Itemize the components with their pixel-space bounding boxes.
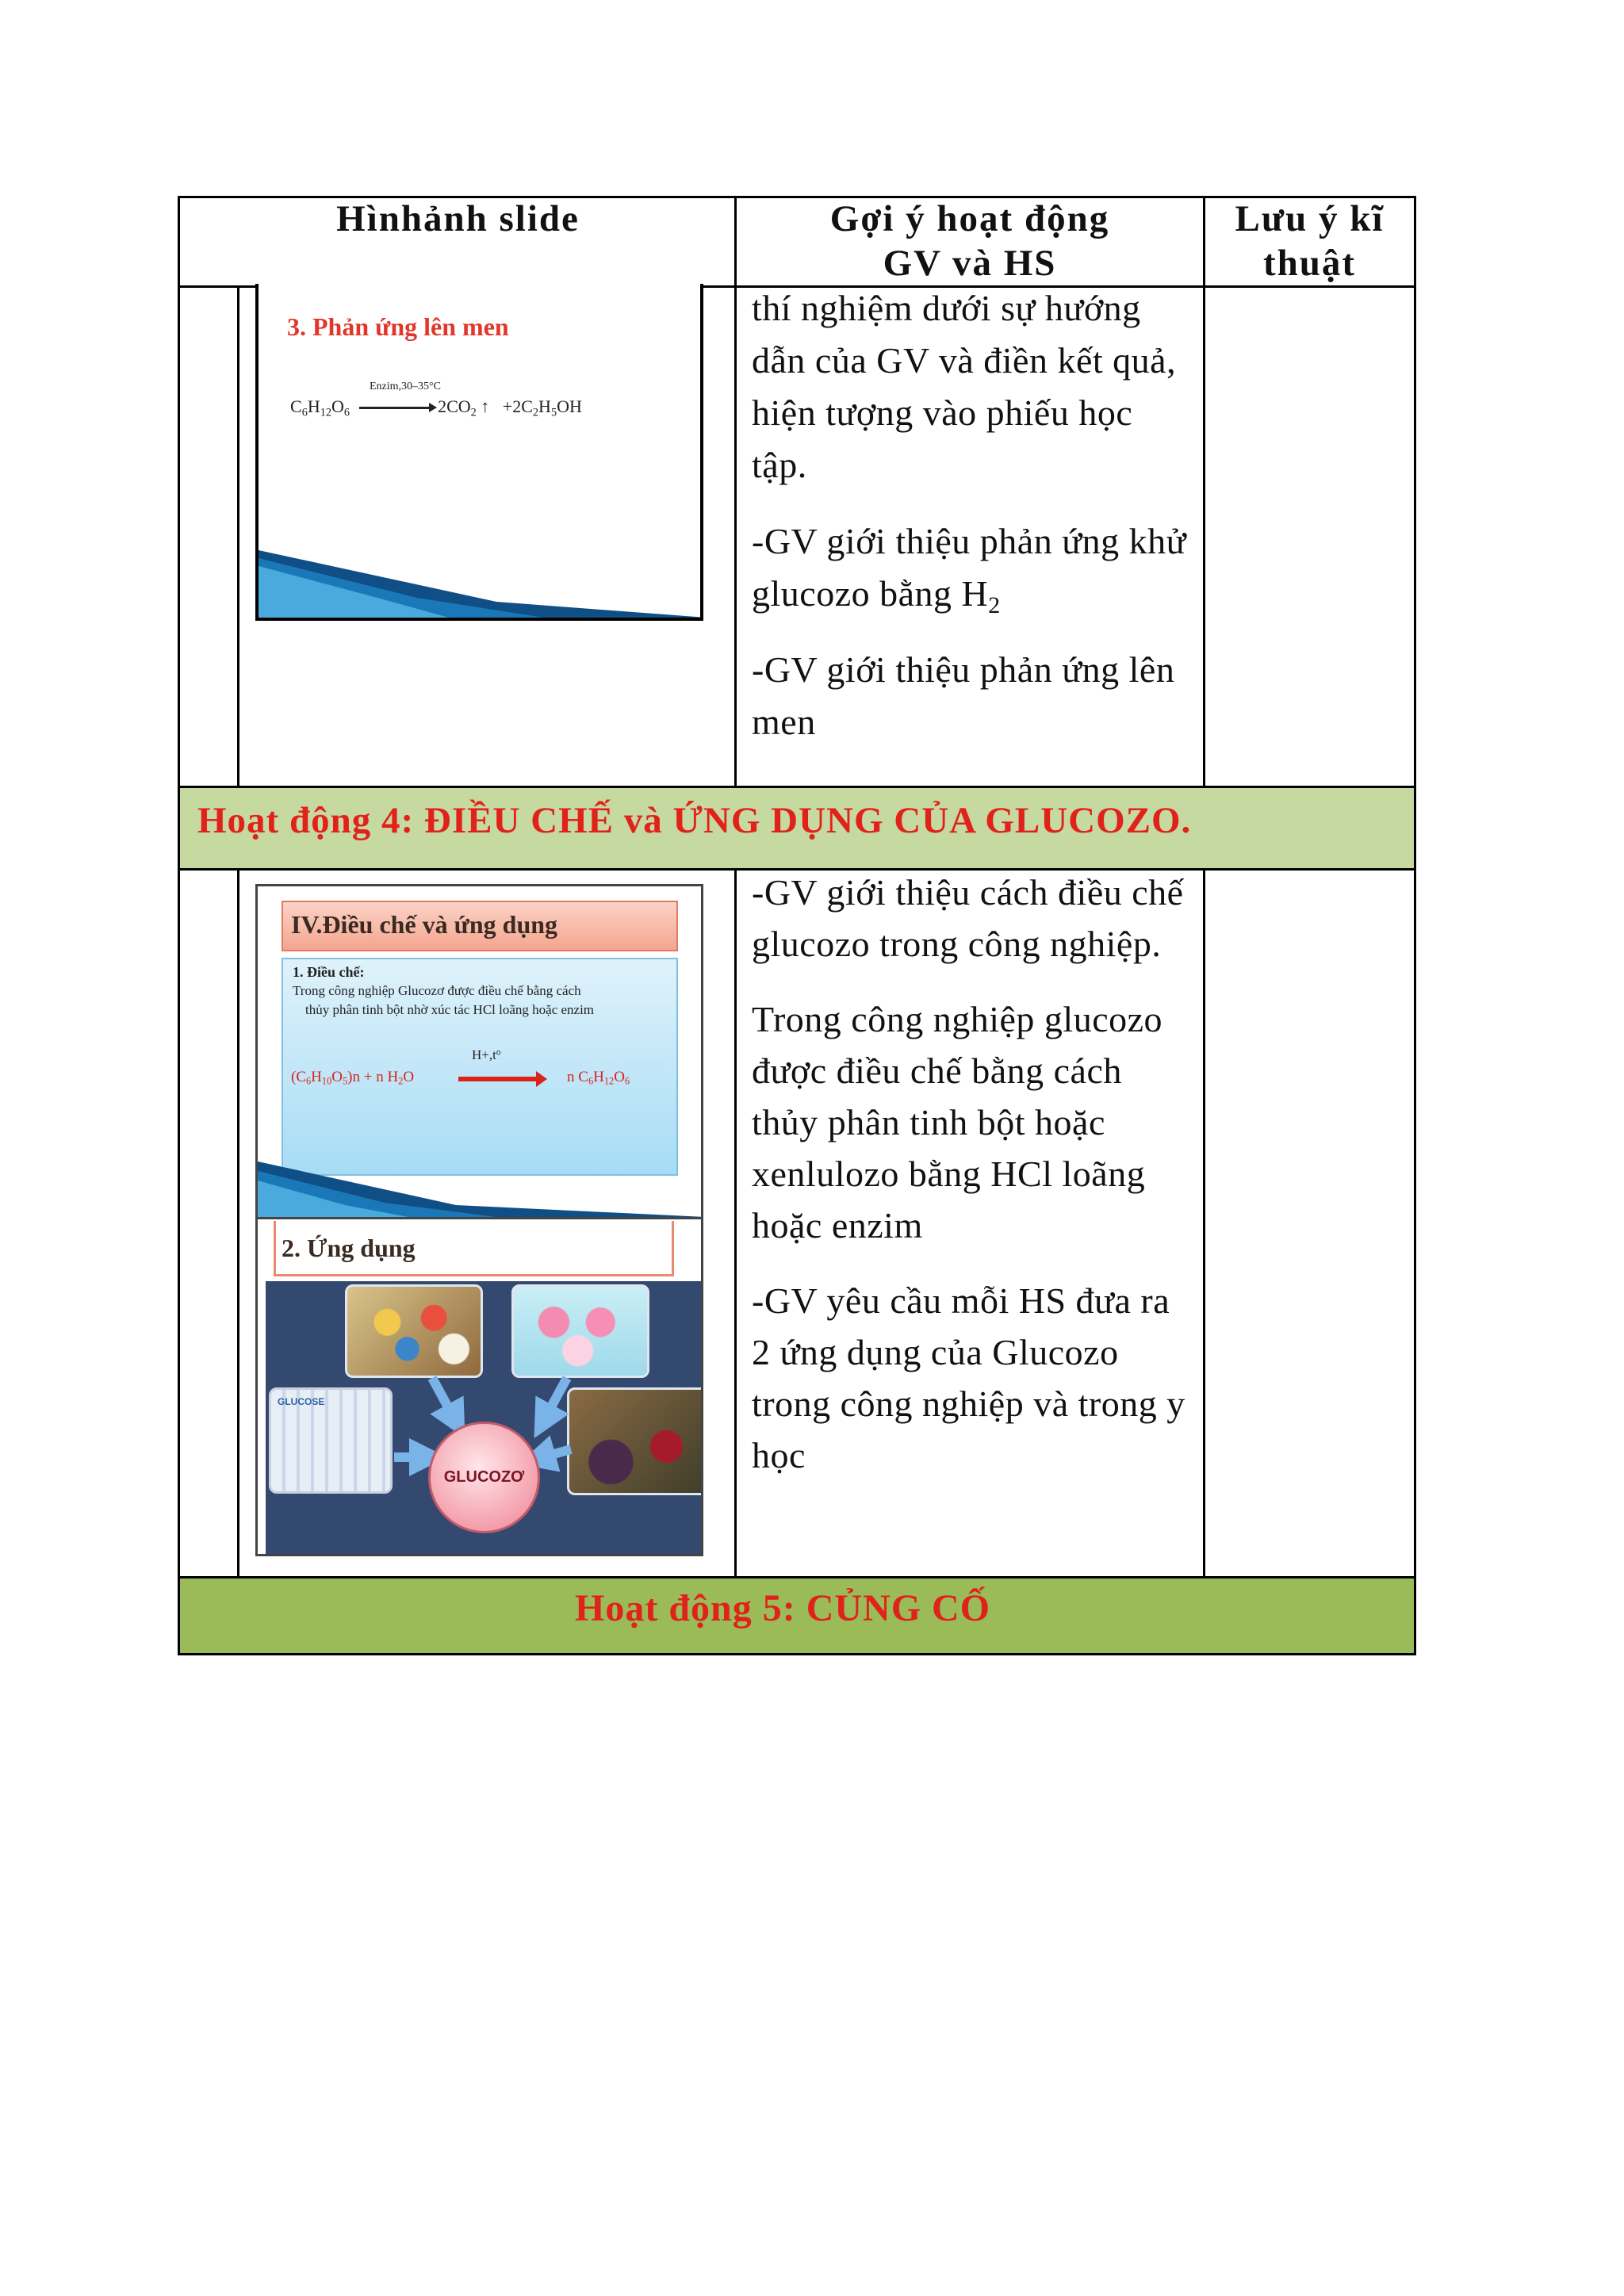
row2-right-border — [1414, 868, 1416, 1578]
header-notes-line1: Lưu ý kĩ — [1235, 198, 1385, 239]
row2-inner-left — [237, 868, 239, 1578]
prep-arrow-icon — [458, 1077, 538, 1081]
slide-fermentation — [255, 284, 703, 621]
prep-equation-left: $(C_6H_{10}O_5)n + n$ $H_2O$ — [291, 1069, 415, 1087]
row2-paragraph-1: -GV giới thiệu cách điều chế glucozo trong công nghiệp. — [752, 872, 1184, 964]
row1-paragraph-2: -GV giới thiệu phản ứng khử glucozo bằng $H_2$ — [752, 521, 1187, 618]
slide-fermentation-title: 3. Phản ứng lên men — [287, 312, 509, 341]
prep-equation-right: n $C_6H_{12}O_6$ — [567, 1069, 630, 1087]
header-technique-notes — [1205, 197, 1414, 285]
row2-paragraph-2: Trong công nghiệp glucozo được điều chế bằng cách thủy phân tinh bột hoặc xenlulozo bằng HCl loãng hoặc enzim — [752, 999, 1163, 1246]
slide-applications — [255, 1219, 703, 1556]
glucose-center-node — [428, 1422, 540, 1533]
header-notes-line2: thuật — [1262, 243, 1357, 284]
activity-5-band — [178, 1578, 1416, 1655]
fermentation-equation — [290, 396, 582, 417]
prep-line-2: thủy phân tinh bột nhờ xúc tác HCl loãng hoặc enzim — [305, 1002, 595, 1017]
header-activity-hints — [737, 197, 1203, 285]
row2-activity-text — [752, 867, 1196, 1505]
reaction-arrow-icon — [359, 407, 432, 409]
product-co2: $2CO_2$ ↑ — [438, 396, 490, 419]
slide-preparation — [255, 884, 703, 1219]
fermentation-condition: Enzim,30–35°C — [370, 381, 441, 392]
row1-paragraph-1: thí nghiệm dưới sự hướng dẫn của GV và điền kết quả, hiện tượng vào phiếu học tập. — [752, 288, 1177, 485]
row2-col-divider-1 — [734, 868, 737, 1578]
row1-activity-text — [752, 282, 1196, 772]
activity-4-band — [178, 788, 1416, 868]
slide-prep-title: IV.Điều chế và ứng dụng — [291, 910, 558, 939]
activity-5-title: Hoạt động 5: CỦNG CỐ — [575, 1587, 991, 1629]
row1-inner-left — [237, 285, 239, 787]
slide-app-title: 2. Ứng dụng — [282, 1234, 416, 1262]
slide-corner-decoration — [258, 1161, 703, 1217]
glucose-center-label: GLUCOZƠ — [443, 1468, 525, 1486]
prep-condition: $H+,t^o$ — [472, 1047, 501, 1062]
prep-subhead: 1. Điều chế: — [293, 964, 365, 980]
table-right-border — [1414, 196, 1416, 787]
row2-col-divider-2 — [1203, 868, 1205, 1578]
glucose-box-label: GLUCOSE — [278, 1396, 325, 1407]
prep-line-1: Trong công nghiệp Glucozơ được điều chế bằng cách — [293, 983, 581, 998]
reactant-glucose: $C_6H_{12}O_6$ — [290, 396, 350, 419]
row2-left-border — [178, 868, 180, 1578]
header-activity-line1: Gợi ý hoạt động — [829, 198, 1110, 239]
table-left-border — [178, 196, 180, 787]
row2-paragraph-3: -GV yêu cầu mỗi HS đưa ra 2 ứng dụng của Glucozo trong công nghiệp và trong y học — [752, 1280, 1185, 1475]
slide-corner-decoration — [259, 550, 703, 618]
header-slide-image: Hìnhảnh slide — [336, 198, 580, 239]
row1-paragraph-3: -GV giới thiệu phản ứng lên men — [752, 649, 1175, 742]
product-ethanol: $+2C_2H_5OH$ — [502, 396, 582, 419]
activity-4-title: Hoạt động 4: ĐIỀU CHẾ và ỨNG DỤNG CỦA GLUCOZO. — [197, 800, 1192, 841]
header-activity-line2: GV và HS — [883, 243, 1057, 284]
